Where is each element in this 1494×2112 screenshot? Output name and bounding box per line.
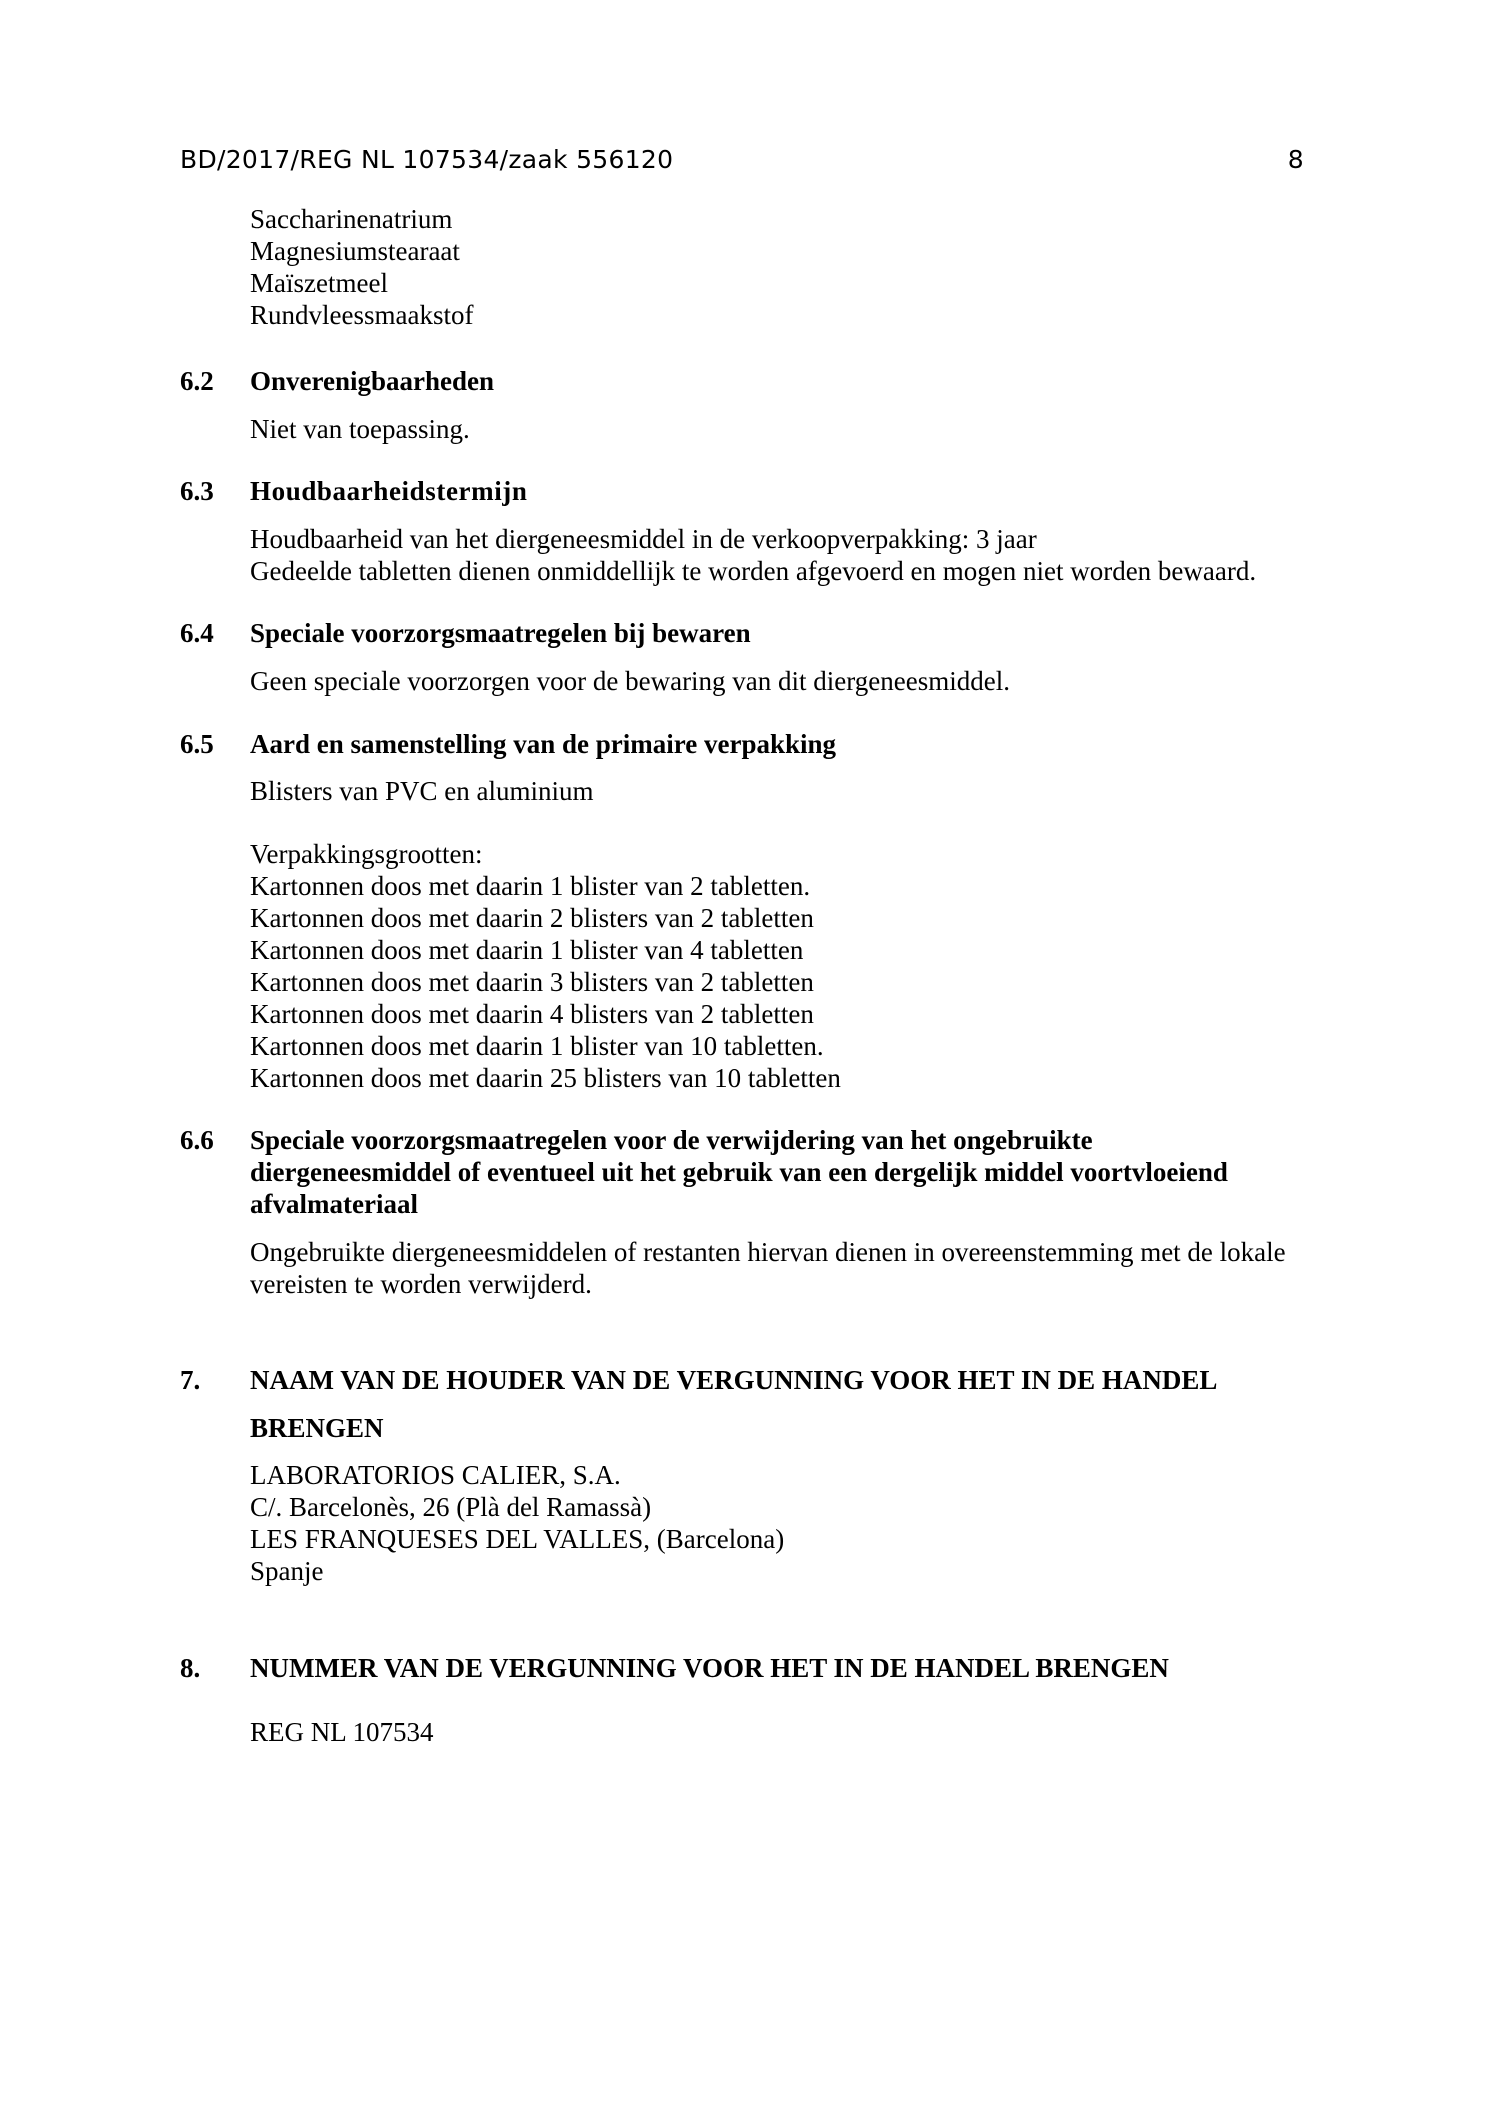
excipient-list [250, 203, 473, 331]
list-item: Kartonnen doos met daarin 4 blisters van 2 tabletten [250, 999, 814, 1029]
list-item: Magnesiumstearaat [250, 236, 460, 266]
list-item: Rundvleessmaakstof [250, 300, 474, 330]
list-item: Kartonnen doos met daarin 3 blisters van 2 tabletten [250, 967, 814, 997]
list-item: Kartonnen doos met daarin 1 blister van 10 tabletten. [250, 1031, 824, 1061]
list-item: Maïszetmeel [250, 268, 388, 298]
package-sizes-list [250, 838, 841, 1094]
section-text: Houdbaarheid van het diergeneesmiddel in de verkoopverpakking: 3 jaar Gedeelde tabletten dienen onmiddellijk te worden afgevoerd en mogen niet worden bewaard. [250, 524, 1257, 586]
section-title: Aard en samenstelling van de primaire verpakking [250, 729, 837, 759]
list-item: Kartonnen doos met daarin 2 blisters van 2 tabletten [250, 903, 814, 933]
section-title: Speciale voorzorgsmaatregelen voor de verwijdering van het ongebruikte diergeneesmiddel of eventueel uit het gebruik van een dergelijk middel voortvloeiend afvalmateriaal [250, 1125, 1228, 1219]
page-number: 8 [1287, 145, 1304, 174]
section-title: Onverenigbaarheden [250, 366, 495, 396]
section-number: 6.4 [180, 618, 214, 648]
list-item: Kartonnen doos met daarin 1 blister van 4 tabletten [250, 935, 804, 965]
section-number: 6.6 [180, 1125, 214, 1155]
section-text: Blisters van PVC en aluminium [250, 776, 594, 806]
section-title: Houdbaarheidstermijn [250, 476, 528, 506]
document-reference: BD/2017/REG NL 107534/zaak 556120 [180, 145, 674, 174]
section-text: Niet van toepassing. [250, 414, 470, 444]
list-item: Kartonnen doos met daarin 25 blisters van 10 tabletten [250, 1063, 841, 1093]
section-text: Ongebruikte diergeneesmiddelen of restanten hiervan dienen in overeenstemming met de lokale vereisten te worden verwijderd. [250, 1237, 1286, 1299]
section-number: 6.2 [180, 366, 214, 396]
section-title: NUMMER VAN DE VERGUNNING VOOR HET IN DE HANDEL BRENGEN [250, 1653, 1169, 1683]
list-item: Kartonnen doos met daarin 1 blister van 2 tabletten. [250, 871, 811, 901]
section-text [250, 1716, 434, 1748]
section-number: 6.3 [180, 476, 214, 506]
section-number: 7. [180, 1365, 201, 1395]
list-item: Saccharinenatrium [250, 204, 453, 234]
section-title: NAAM VAN DE HOUDER VAN DE VERGUNNING VOOR HET IN DE HANDEL BRENGEN [250, 1365, 1218, 1443]
package-sizes-label: Verpakkingsgrootten: [250, 839, 483, 869]
section-title: Speciale voorzorgsmaatregelen bij bewaren [250, 618, 751, 648]
section-number: 6.5 [180, 729, 214, 759]
holder-address: LABORATORIOS CALIER, S.A. C/. Barcelonès, 26 (Plà del Ramassà) LES FRANQUESES DEL VALLES, (Barcelona) Spanje [250, 1460, 785, 1586]
section-text: Geen speciale voorzorgen voor de bewaring van dit diergeneesmiddel. [250, 666, 1010, 696]
registration-number: REG NL 107534 [250, 1717, 434, 1747]
section-number: 8. [180, 1653, 201, 1683]
